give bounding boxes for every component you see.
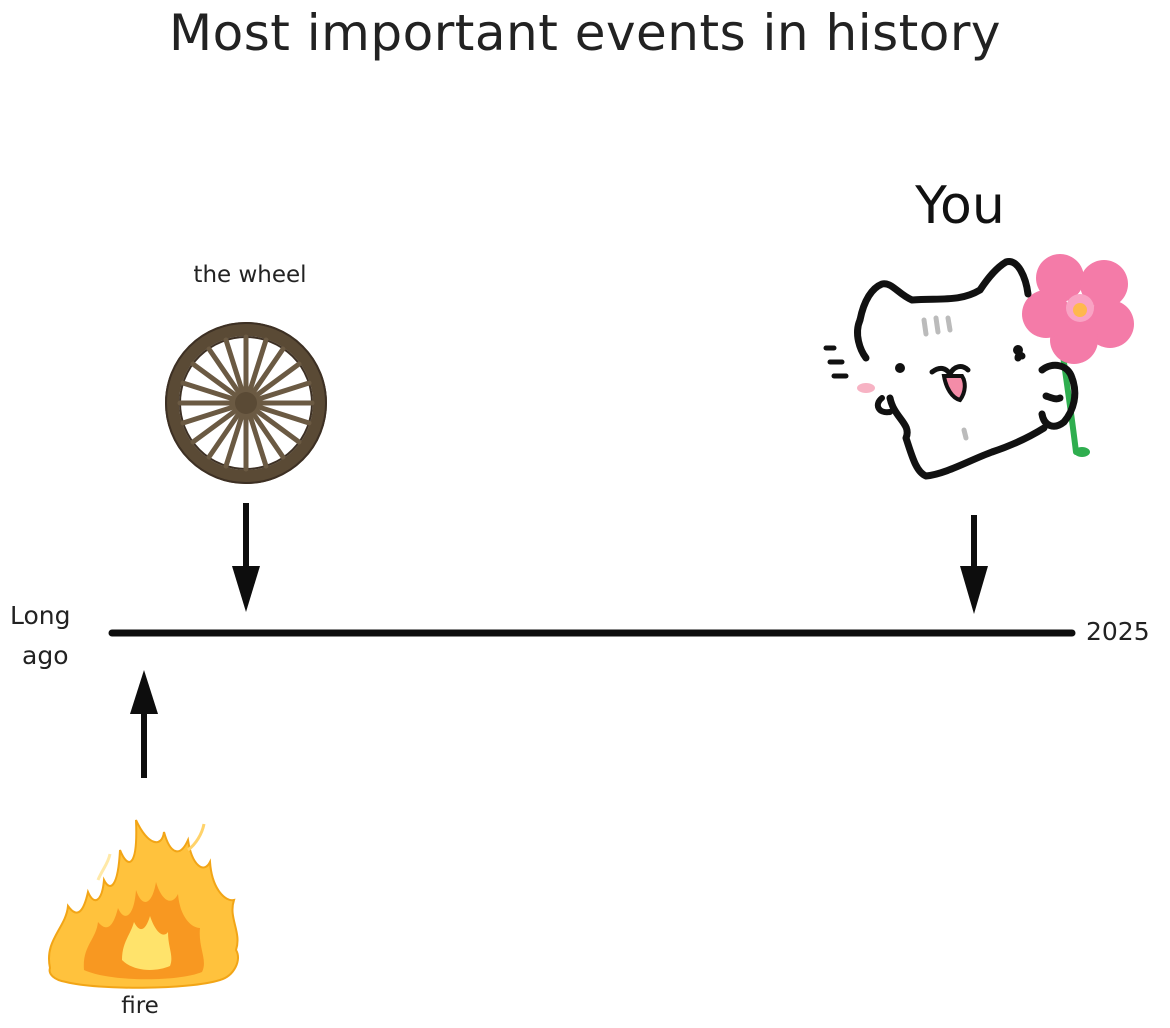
timeline-start-label <box>10 596 72 676</box>
flower-icon <box>1022 254 1134 457</box>
timeline-end-label: 2025 <box>1086 617 1150 646</box>
timeline-start-label-line2: ago <box>22 641 69 670</box>
wheel-arrow <box>232 503 260 612</box>
wheel-icon <box>163 320 329 486</box>
fire-arrow <box>130 670 158 778</box>
you-arrow <box>960 515 988 614</box>
timeline-start-label-line1: Long <box>10 601 71 630</box>
you-label: You <box>915 176 1005 236</box>
cat-with-flower-icon <box>820 238 1150 488</box>
wheel-label: the wheel <box>193 262 307 288</box>
fire-icon <box>38 810 248 995</box>
page-title: Most important events in history <box>169 4 1001 62</box>
fire-label: fire <box>121 993 159 1019</box>
